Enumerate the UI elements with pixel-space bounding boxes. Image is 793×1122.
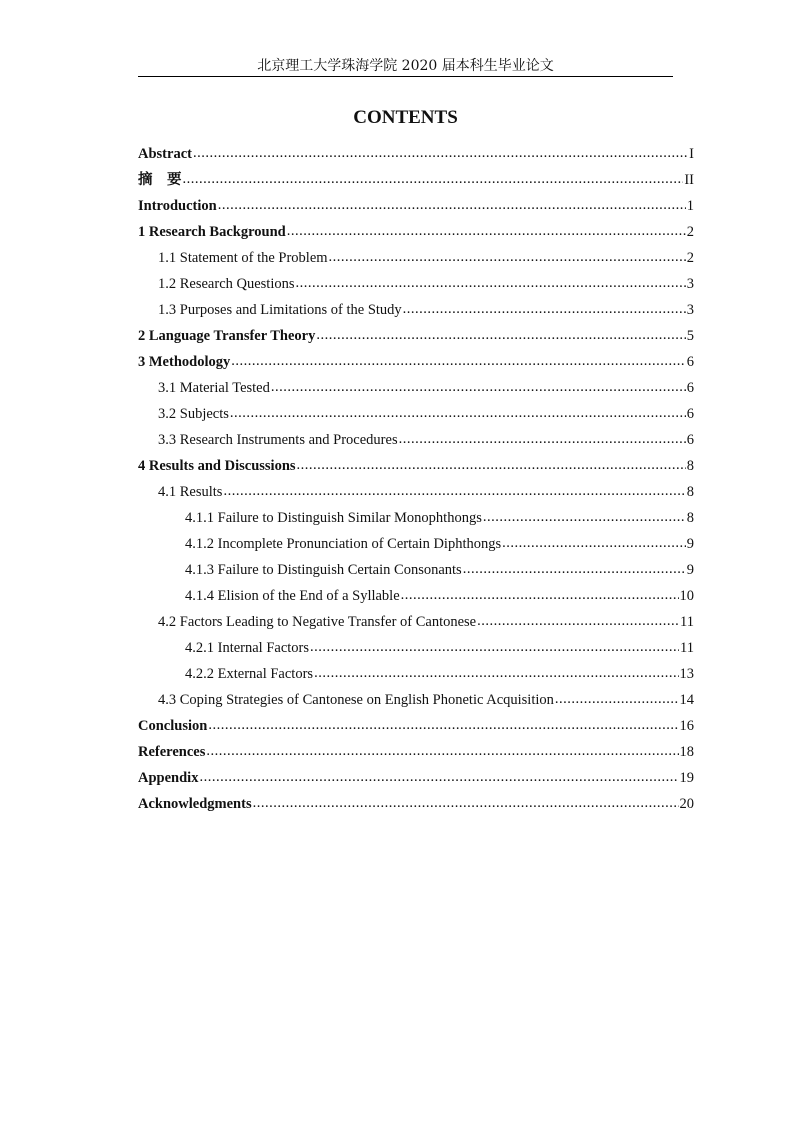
- toc-entry-page: 19: [679, 770, 694, 786]
- toc-entry-label: 1.3 Purposes and Limitations of the Study: [158, 302, 402, 318]
- toc-entry-page: 18: [679, 744, 694, 760]
- toc-entry-page: 6: [686, 432, 694, 448]
- toc-entry-page: 6: [686, 354, 694, 370]
- dot-leader: [297, 455, 686, 475]
- toc-entry[interactable]: [138, 167, 694, 193]
- toc-entry-page: 2: [686, 224, 694, 240]
- toc-entry[interactable]: [138, 583, 694, 609]
- dot-leader: [183, 169, 684, 189]
- toc-entry-label: 3 Methodology: [138, 354, 231, 370]
- toc-entry-page: 10: [679, 588, 694, 604]
- dot-leader: [253, 793, 679, 813]
- toc-entry[interactable]: [138, 505, 694, 531]
- toc-entry-page: II: [684, 172, 694, 188]
- toc-entry-label: Appendix: [138, 770, 199, 786]
- toc-entry-page: 16: [679, 718, 694, 734]
- toc-entry[interactable]: [138, 557, 694, 583]
- dot-leader: [296, 273, 686, 293]
- toc-entry[interactable]: [138, 297, 694, 323]
- toc-entry-label: 2 Language Transfer Theory: [138, 328, 316, 344]
- toc-entry[interactable]: [138, 687, 694, 713]
- toc-entry-label: Introduction: [138, 198, 217, 214]
- dot-leader: [403, 299, 686, 319]
- toc-entry[interactable]: [138, 531, 694, 557]
- toc-entry-label: 4 Results and Discussions: [138, 458, 296, 474]
- toc-entry-page: 13: [679, 666, 694, 682]
- toc-entry-page: 20: [679, 796, 694, 812]
- dot-leader: [310, 637, 679, 657]
- toc-entry[interactable]: [138, 453, 694, 479]
- dot-leader: [206, 741, 678, 761]
- dot-leader: [399, 429, 686, 449]
- dot-leader: [218, 195, 686, 215]
- toc-entry-page: 9: [686, 536, 694, 552]
- dot-leader: [555, 689, 679, 709]
- dot-leader: [463, 559, 686, 579]
- dot-leader: [271, 377, 686, 397]
- dot-leader: [477, 611, 679, 631]
- dot-leader: [329, 247, 686, 267]
- toc-entry[interactable]: [138, 193, 694, 219]
- dot-leader: [401, 585, 679, 605]
- toc-entry-label: 3.3 Research Instruments and Procedures: [158, 432, 398, 448]
- toc-entry-page: I: [689, 146, 694, 162]
- toc-entry[interactable]: [138, 739, 694, 765]
- toc-entry-label: 1.2 Research Questions: [158, 276, 295, 292]
- toc-entry[interactable]: [138, 609, 694, 635]
- toc-entry-label: 4.3 Coping Strategies of Cantonese on English Phonetic Acquisition: [158, 692, 554, 708]
- toc-entry-label: 3.2 Subjects: [158, 406, 229, 422]
- toc-entry-page: 3: [686, 302, 694, 318]
- toc-entry-label: 4.1.3 Failure to Distinguish Certain Consonants: [185, 562, 462, 578]
- dot-leader: [287, 221, 686, 241]
- toc-entry[interactable]: [138, 427, 694, 453]
- toc-entry-label: 4.1 Results: [158, 484, 223, 500]
- dot-leader: [316, 325, 685, 345]
- toc-entry[interactable]: [138, 791, 694, 817]
- dot-leader: [483, 507, 686, 527]
- toc-entry[interactable]: [138, 479, 694, 505]
- toc-entry-label: Conclusion: [138, 718, 208, 734]
- toc-entry[interactable]: [138, 349, 694, 375]
- toc-entry[interactable]: [138, 245, 694, 271]
- toc-entry-page: 8: [686, 510, 694, 526]
- toc-entry-label: References: [138, 744, 206, 760]
- toc-entry-label: 4.2 Factors Leading to Negative Transfer of Cantonese: [158, 614, 477, 630]
- dot-leader: [230, 403, 686, 423]
- toc-entry-label: 1.1 Statement of the Problem: [158, 250, 328, 266]
- dot-leader: [314, 663, 678, 683]
- toc-entry[interactable]: [138, 271, 694, 297]
- toc-entry[interactable]: [138, 141, 694, 167]
- toc-entry-page: 6: [686, 380, 694, 396]
- toc-entry-label: 4.2.1 Internal Factors: [185, 640, 310, 656]
- dot-leader: [223, 481, 685, 501]
- toc-entry[interactable]: [138, 635, 694, 661]
- toc-entry-label: 4.1.4 Elision of the End of a Syllable: [185, 588, 400, 604]
- toc-entry-page: 14: [679, 692, 694, 708]
- table-of-contents: [138, 141, 694, 817]
- toc-entry-page: 6: [686, 406, 694, 422]
- toc-entry-label: 4.2.2 External Factors: [185, 666, 314, 682]
- header-rule: [138, 76, 673, 77]
- dot-leader: [502, 533, 686, 553]
- toc-entry-page: 11: [680, 614, 694, 630]
- toc-entry-page: 8: [686, 458, 694, 474]
- toc-entry[interactable]: [138, 401, 694, 427]
- toc-entry-page: 5: [686, 328, 694, 344]
- toc-entry-page: 8: [686, 484, 694, 500]
- dot-leader: [208, 715, 678, 735]
- toc-entry-page: 11: [680, 640, 694, 656]
- toc-entry-label: 4.1.2 Incomplete Pronunciation of Certain Diphthongs: [185, 536, 502, 552]
- toc-entry-page: 1: [686, 198, 694, 214]
- dot-leader: [199, 767, 678, 787]
- dot-leader: [193, 143, 688, 163]
- toc-entry[interactable]: [138, 323, 694, 349]
- toc-entry-label: 摘 要: [138, 172, 182, 188]
- toc-entry[interactable]: [138, 713, 694, 739]
- toc-entry-label: Acknowledgments: [138, 796, 252, 812]
- dot-leader: [231, 351, 686, 371]
- toc-entry-label: Abstract: [138, 146, 192, 162]
- toc-entry-label: 4.1.1 Failure to Distinguish Similar Monophthongs: [185, 510, 482, 526]
- toc-entry[interactable]: [138, 661, 694, 687]
- toc-entry-page: 3: [686, 276, 694, 292]
- running-header: 北京理工大学珠海学院 2020 届本科生毕业论文: [257, 58, 554, 74]
- toc-entry[interactable]: [138, 765, 694, 791]
- toc-entry-page: 9: [686, 562, 694, 578]
- toc-entry-label: 3.1 Material Tested: [158, 380, 270, 396]
- toc-entry[interactable]: [138, 219, 694, 245]
- toc-title: CONTENTS: [353, 107, 458, 128]
- toc-entry-label: 1 Research Background: [138, 224, 286, 240]
- toc-entry[interactable]: [138, 375, 694, 401]
- toc-entry-page: 2: [686, 250, 694, 266]
